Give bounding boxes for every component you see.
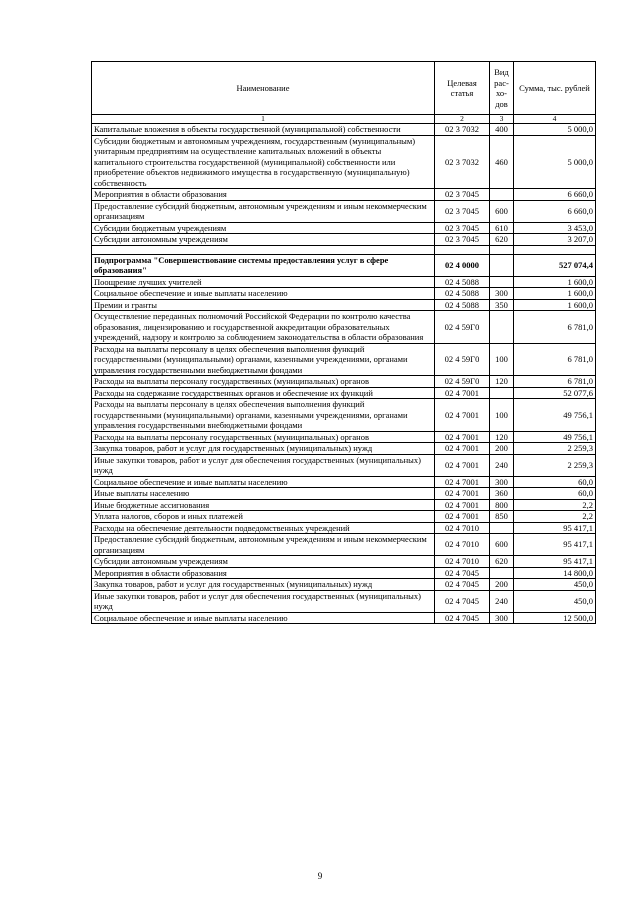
table-row — [92, 476, 596, 488]
row-vid — [490, 567, 514, 579]
row-sum: 95 417,1 — [514, 556, 596, 568]
subprogram-block — [92, 245, 596, 276]
row-sum: 2,2 — [514, 511, 596, 523]
row-name: Расходы на содержание государственных органов и обеспечение их функций — [92, 387, 435, 399]
row-sum: 5 000,0 — [514, 124, 596, 136]
table-row — [92, 590, 596, 612]
row-vid: 200 — [490, 443, 514, 455]
row-sum: 527 074,4 — [514, 254, 596, 276]
table-row — [92, 579, 596, 591]
header-name: Наименование — [92, 62, 435, 115]
row-name: Иные выплаты населению — [92, 488, 435, 500]
row-code: 02 4 5088 — [435, 276, 490, 288]
row-sum: 60,0 — [514, 476, 596, 488]
row-sum: 14 800,0 — [514, 567, 596, 579]
row-vid — [490, 387, 514, 399]
row-vid: 620 — [490, 556, 514, 568]
row-vid — [490, 276, 514, 288]
row-vid — [490, 522, 514, 534]
row-name: Подпрограмма "Совершенствование системы предоставления услуг в сфере образования" — [92, 254, 435, 276]
row-name: Закупка товаров, работ и услуг для государственных (муниципальных) нужд — [92, 579, 435, 591]
table-row — [92, 431, 596, 443]
row-code: 02 4 7010 — [435, 556, 490, 568]
row-code: 02 4 7045 — [435, 612, 490, 624]
row-name: Субсидии бюджетным учреждениям — [92, 222, 435, 234]
column-number-row — [92, 115, 596, 124]
row-sum: 6 781,0 — [514, 376, 596, 388]
column-number: 3 — [490, 115, 514, 124]
row-code: 02 4 7010 — [435, 522, 490, 534]
row-sum: 49 756,1 — [514, 431, 596, 443]
header-code: Целевая статья — [435, 62, 490, 115]
row-vid: 350 — [490, 299, 514, 311]
row-sum: 3 453,0 — [514, 222, 596, 234]
row-name: Расходы на обеспечение деятельности подведомственных учреждений — [92, 522, 435, 534]
row-code: 02 3 7032 — [435, 135, 490, 189]
row-sum: 450,0 — [514, 579, 596, 591]
table-row — [92, 124, 596, 136]
row-code: 02 4 7045 — [435, 579, 490, 591]
row-code: 02 4 7001 — [435, 499, 490, 511]
row-sum: 1 600,0 — [514, 276, 596, 288]
spacer-row — [92, 245, 596, 254]
row-name: Осуществление переданных полномочий Российской Федерации по контролю качества образования, лицензированию и государственной аккредитации образовательных учреждений, надзору и контролю за соблюдением законодательства в области образования — [92, 311, 435, 344]
table-row — [92, 387, 596, 399]
row-sum: 1 600,0 — [514, 299, 596, 311]
table-row — [92, 488, 596, 500]
row-code: 02 4 7001 — [435, 488, 490, 500]
row-name: Расходы на выплаты персоналу в целях обеспечения выполнения функций государственными (муниципальными) органами, казенными учреждениями, органами управления государственными внебюджетными фондами — [92, 343, 435, 376]
table-row — [92, 276, 596, 288]
row-vid — [490, 311, 514, 344]
row-vid: 850 — [490, 511, 514, 523]
row-name: Субсидии бюджетным и автономным учреждениям, государственным (муниципальным) унитарным предприятиям на осуществление капитальных вложений в объекты капитального строительства государственной (муниципальной) собственности или приобретение объектов недвижимого имущества в государственную (муниципальную) собственность — [92, 135, 435, 189]
row-name: Иные закупки товаров, работ и услуг для обеспечения государственных (муниципальных) нужд — [92, 590, 435, 612]
rows-a — [92, 124, 596, 246]
row-code: 02 4 0000 — [435, 254, 490, 276]
row-sum: 95 417,1 — [514, 534, 596, 556]
table-row — [92, 499, 596, 511]
row-vid: 600 — [490, 200, 514, 222]
row-sum: 2 259,3 — [514, 443, 596, 455]
row-vid: 800 — [490, 499, 514, 511]
row-sum: 6 781,0 — [514, 311, 596, 344]
row-code: 02 4 59Г0 — [435, 311, 490, 344]
row-sum: 12 500,0 — [514, 612, 596, 624]
row-name: Расходы на выплаты персоналу государственных (муниципальных) органов — [92, 431, 435, 443]
table-row — [92, 222, 596, 234]
row-vid: 620 — [490, 234, 514, 246]
row-vid: 400 — [490, 124, 514, 136]
row-vid: 100 — [490, 399, 514, 432]
row-vid: 240 — [490, 454, 514, 476]
table-row — [92, 288, 596, 300]
row-code: 02 3 7045 — [435, 200, 490, 222]
row-sum: 6 660,0 — [514, 189, 596, 201]
row-code: 02 4 5088 — [435, 288, 490, 300]
row-vid: 600 — [490, 534, 514, 556]
row-code: 02 3 7045 — [435, 189, 490, 201]
column-number: 1 — [92, 115, 435, 124]
row-vid: 610 — [490, 222, 514, 234]
row-sum: 95 417,1 — [514, 522, 596, 534]
row-name: Социальное обеспечение и иные выплаты населению — [92, 288, 435, 300]
row-code: 02 4 7001 — [435, 443, 490, 455]
row-sum: 1 600,0 — [514, 288, 596, 300]
row-name: Мероприятия в области образования — [92, 567, 435, 579]
row-code: 02 4 7001 — [435, 431, 490, 443]
row-code: 02 3 7045 — [435, 234, 490, 246]
table-row — [92, 522, 596, 534]
row-code: 02 4 59Г0 — [435, 376, 490, 388]
table-row — [92, 399, 596, 432]
table-row — [92, 189, 596, 201]
row-code: 02 4 5088 — [435, 299, 490, 311]
row-sum: 3 207,0 — [514, 234, 596, 246]
row-sum: 2 259,3 — [514, 454, 596, 476]
header-vid: Вид рас-хо-дов — [490, 62, 514, 115]
row-code: 02 3 7045 — [435, 222, 490, 234]
row-sum: 60,0 — [514, 488, 596, 500]
row-code: 02 4 7010 — [435, 534, 490, 556]
column-number: 2 — [435, 115, 490, 124]
row-code: 02 4 7001 — [435, 476, 490, 488]
row-vid: 200 — [490, 579, 514, 591]
row-vid: 300 — [490, 612, 514, 624]
row-sum: 52 077,6 — [514, 387, 596, 399]
row-name: Закупка товаров, работ и услуг для государственных (муниципальных) нужд — [92, 443, 435, 455]
table-row — [92, 443, 596, 455]
row-name: Премии и гранты — [92, 299, 435, 311]
row-vid — [490, 254, 514, 276]
table-row — [92, 343, 596, 376]
row-name: Поощрение лучших учителей — [92, 276, 435, 288]
row-name: Предоставление субсидий бюджетным, автономным учреждениям и иным некоммерческим организациям — [92, 200, 435, 222]
row-name: Мероприятия в области образования — [92, 189, 435, 201]
table-row — [92, 454, 596, 476]
row-vid: 120 — [490, 376, 514, 388]
row-vid — [490, 189, 514, 201]
rows-b — [92, 276, 596, 624]
table-row — [92, 200, 596, 222]
row-sum: 5 000,0 — [514, 135, 596, 189]
row-sum: 2,2 — [514, 499, 596, 511]
table-row — [92, 376, 596, 388]
row-code: 02 4 7001 — [435, 399, 490, 432]
table-row — [92, 511, 596, 523]
budget-table — [91, 61, 596, 624]
table-row — [92, 299, 596, 311]
column-number: 4 — [514, 115, 596, 124]
row-code: 02 4 7001 — [435, 387, 490, 399]
row-vid: 100 — [490, 343, 514, 376]
row-vid: 120 — [490, 431, 514, 443]
row-code: 02 4 7045 — [435, 567, 490, 579]
table-row — [92, 135, 596, 189]
row-name: Иные закупки товаров, работ и услуг для обеспечения государственных (муниципальных) нужд — [92, 454, 435, 476]
table-row — [92, 612, 596, 624]
row-sum: 450,0 — [514, 590, 596, 612]
row-name: Предоставление субсидий бюджетным, автономным учреждениям и иным некоммерческим организациям — [92, 534, 435, 556]
row-code: 02 3 7032 — [435, 124, 490, 136]
header-sum: Сумма, тыс. рублей — [514, 62, 596, 115]
row-code: 02 4 7001 — [435, 511, 490, 523]
page-number: 9 — [317, 871, 323, 881]
table-row — [92, 311, 596, 344]
table-row — [92, 567, 596, 579]
row-name: Расходы на выплаты персоналу государственных (муниципальных) органов — [92, 376, 435, 388]
table-row — [92, 556, 596, 568]
row-name: Уплата налогов, сборов и иных платежей — [92, 511, 435, 523]
row-vid: 300 — [490, 288, 514, 300]
row-name: Расходы на выплаты персоналу в целях обеспечения выполнения функций государственными (муниципальными) органами, казенными учреждениями, органами управления государственными внебюджетными фондами — [92, 399, 435, 432]
subprogram-row — [92, 254, 596, 276]
header-row — [92, 62, 596, 115]
row-name: Субсидии автономным учреждениям — [92, 556, 435, 568]
row-vid: 360 — [490, 488, 514, 500]
row-vid: 240 — [490, 590, 514, 612]
row-code: 02 4 7001 — [435, 454, 490, 476]
row-sum: 49 756,1 — [514, 399, 596, 432]
table-row — [92, 234, 596, 246]
row-name: Социальное обеспечение и иные выплаты населению — [92, 476, 435, 488]
row-name: Социальное обеспечение и иные выплаты населению — [92, 612, 435, 624]
row-vid: 460 — [490, 135, 514, 189]
row-name: Субсидии автономным учреждениям — [92, 234, 435, 246]
row-name: Иные бюджетные ассигнования — [92, 499, 435, 511]
row-name: Капитальные вложения в объекты государственной (муниципальной) собственности — [92, 124, 435, 136]
row-sum: 6 660,0 — [514, 200, 596, 222]
row-code: 02 4 59Г0 — [435, 343, 490, 376]
row-code: 02 4 7045 — [435, 590, 490, 612]
row-vid: 300 — [490, 476, 514, 488]
row-sum: 6 781,0 — [514, 343, 596, 376]
table-row — [92, 534, 596, 556]
